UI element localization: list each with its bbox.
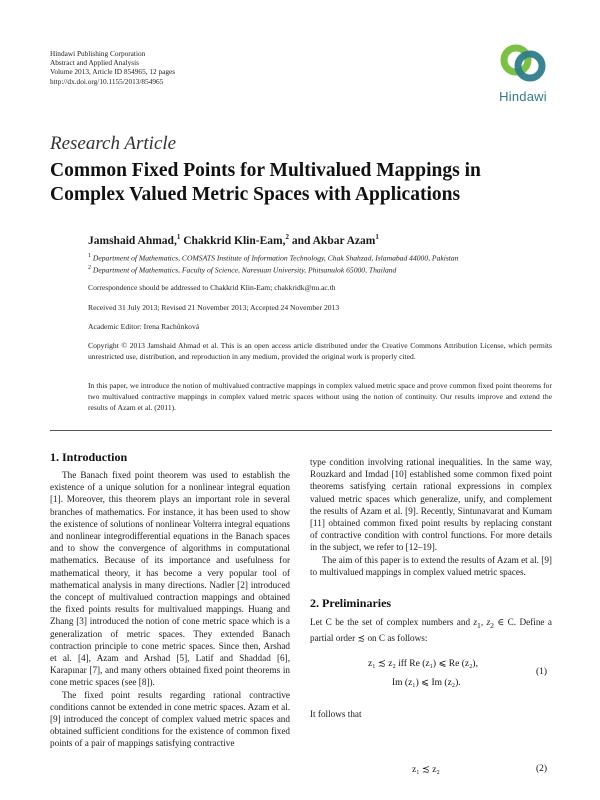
equation-number: (1): [536, 667, 548, 677]
paper-title: Common Fixed Points for Multivalued Mappings in Complex Valued Metric Spaces with Applications: [50, 160, 481, 205]
publisher-name: Hindawi Publishing Corporation: [50, 49, 146, 58]
paragraph: The fixed point results regarding rational contractive conditions cannot be extended in cone metric spaces. Azam et al. [9] introduced the concept of complex valued metric spaces and obtained sufficient conditions for the existence of common fixed points of a pair of mappings satisfying contractive: [50, 689, 290, 749]
intro-text: ∈ C. Define a partial order ≾ on C as follows:: [310, 617, 552, 644]
math-var: z: [473, 617, 478, 627]
intro-text: Let C be the set of complex numbers and: [310, 617, 471, 627]
paragraph: The aim of this paper is to extend the results of Azam et al. [9] to multivalued mappings in complex valued metric spaces.: [310, 554, 552, 577]
paragraph: The Banach fixed point theorem was used to establish the existence of a unique solution for a nonlinear integral equation [1]. Moreover, this theorem plays an important role in several branches of mathematics. For instance, it has been used to show the existence of solutions of nonlinear Volterra integral equations and nonlinear integrodifferential equations in the Banach spaces and to show the convergence of algorithms in computational mathematics. Because of its importance and usefulness for mathematical theory, it has become a very popular tool of mathematical analysis in many directions. Nadler [2] introduced the concept of multivalued contraction mappings and obtained the fixed points results for multivalued mappings. Huang and Zhang [3] introduced the notion of cone metric space which is a generalization of metric spaces. They extended Banach contraction principle to cone metric spaces. Since then, Arshad et al. [4], Azam and Arshad [5], Latif and Shaddad [6], Karapınar [7], and many others obtained fixed point theorems in cone metric spaces (see [8]).: [50, 470, 290, 688]
affiliation-text: Department of Mathematics, Faculty of Science, Naresuan University, Phitsanulok 65000, Thailand: [92, 265, 397, 275]
author-name: and Akbar Azam: [291, 234, 376, 247]
author-affil-mark: 1: [375, 233, 379, 241]
journal-name: Abstract and Applied Analysis: [50, 58, 139, 68]
journal-header: [50, 49, 175, 86]
paragraph: [310, 616, 552, 644]
received-dates: Received 31 July 2013; Revised 21 November 2013; Accepted 24 November 2013: [88, 303, 340, 312]
math-var: z: [486, 617, 491, 627]
equation-1-line-2: Im (z₁) ⩽ Im (z₂).: [392, 678, 461, 688]
equation-number: (2): [536, 764, 548, 774]
article-type: Research Article: [50, 133, 177, 154]
section-heading: 2. Preliminaries: [310, 596, 392, 610]
hindawi-rings-icon: [498, 40, 548, 86]
math-sub: 1: [477, 620, 481, 630]
academic-editor: Academic Editor: Irena Rachůnková: [88, 322, 200, 331]
volume-info: Volume 2013, Article ID 854965, 12 pages: [50, 67, 176, 77]
equation-1-line-1: z₁ ≾ z₂ iff Re (z₁) ⩽ Re (z₂),: [368, 659, 478, 669]
author-name: Jamshaid Ahmad,: [88, 234, 177, 247]
hindawi-wordmark: Hindawi: [499, 89, 547, 104]
author-list: [88, 233, 379, 247]
section-heading: 1. Introduction: [50, 450, 128, 464]
abstract: In this paper, we introduce the notion of multivalued contractive mappings in complex valued metric space and prove common fixed point theorems for two multivalued contractive mappings in complex valued metric spaces without using the notion of continuity. Our results improve and extend the results of Azam et al. (2011).: [88, 381, 552, 412]
follows-text: It follows that: [310, 709, 362, 719]
preliminaries-intro: [310, 616, 552, 644]
copyright-notice: Copyright © 2013 Jamshaid Ahmad et al. This is an open access article distributed under the Creative Commons Attribution License, which permits unrestricted use, distribution, and reproduction in any medium, provided the original work is properly cited.: [88, 341, 552, 361]
hindawi-logo: [494, 40, 552, 104]
affiliation-text: Department of Mathematics, COMSATS Institute of Information Technology, Chak Shahzad, Islamabad 44000, Pakistan: [92, 253, 459, 263]
affiliation-2: [88, 265, 396, 275]
equation-2: z₁ ≾ z₂: [412, 765, 440, 775]
affiliation-1: [88, 253, 459, 263]
doi-link[interactable]: http://dx.doi.org/10.1155/2013/854965: [50, 76, 164, 86]
author-affil-mark: 2: [285, 233, 289, 241]
math-sep: ,: [480, 617, 484, 627]
correspondence: Correspondence should be addressed to Chakkrid Klin-Eam; chakkridk@nu.ac.th: [88, 283, 336, 292]
right-column: [310, 456, 552, 578]
paragraph: type condition involving rational inequalities. In the same way, Rouzkard and Imdad [10] established some common fixed point theorems satisfying certain rational expressions in complex valued metric spaces which generalize, unify, and complement the results of Azam et al. [9]. Recently, Sintunavarat and Kumam [11] obtained common fixed point results by replacing constant of contractive condition with control functions. For more details in the subject, we refer to [12–19].: [310, 457, 552, 553]
left-column: [50, 469, 290, 750]
author-affil-mark: 1: [176, 233, 181, 241]
math-sub: 2: [490, 620, 494, 630]
affiliation-mark: 1: [88, 253, 91, 259]
author-name: Chakkrid Klin-Eam,: [183, 234, 286, 247]
affiliation-mark: 2: [88, 265, 91, 271]
divider: [50, 430, 552, 431]
